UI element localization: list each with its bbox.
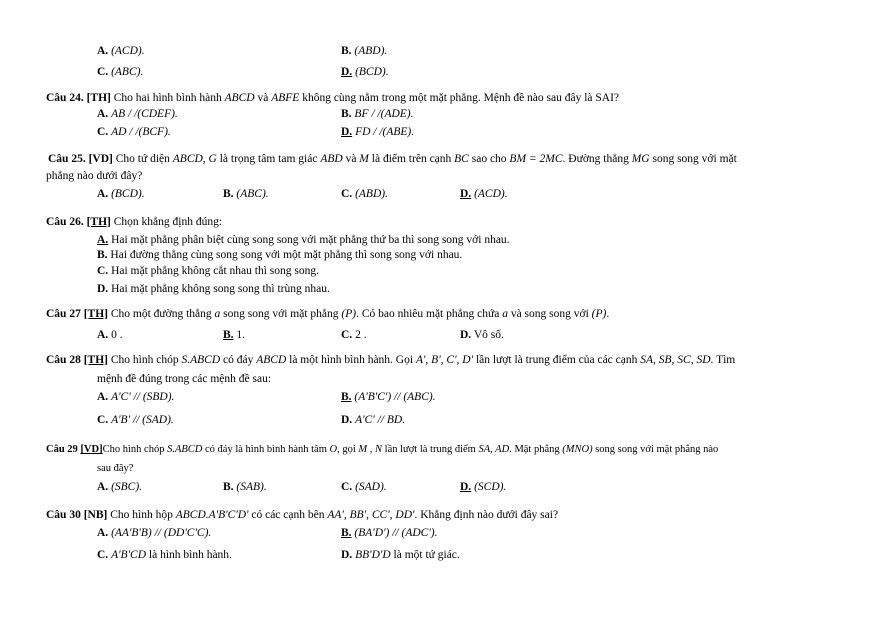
option-math: A'B'CD [111, 549, 147, 561]
question-number: Câu 30 [46, 509, 81, 521]
stem-text: không cùng nằm trong một mặt phẳng. Mệnh đề nào sau đây là SAI? [299, 92, 620, 104]
stem-math: BM = 2MC [509, 153, 563, 165]
option-label: B. [97, 249, 108, 261]
q27-option-a [97, 328, 123, 342]
stem-math: (MNO) [562, 444, 593, 455]
option-label: A. [97, 481, 109, 493]
q23-option-d [341, 65, 389, 79]
q28-stem [46, 353, 735, 367]
q30-option-d [341, 548, 460, 562]
stem-text: là trọng tâm tam giác [216, 153, 321, 165]
q25-option-b [223, 187, 269, 201]
q30-stem [46, 508, 558, 522]
q27-stem [46, 307, 609, 321]
question-level: [VD] [88, 153, 113, 165]
q28-option-b [341, 390, 436, 404]
option-label-correct: B. [341, 391, 352, 403]
stem-math: M [359, 153, 369, 165]
question-number: Câu 27 [46, 308, 81, 320]
stem-math: M [358, 444, 368, 455]
option-text: (SBC). [111, 481, 143, 493]
stem-text: lần lượt là trung điểm của các cạnh [473, 354, 641, 366]
option-label: C. [341, 329, 353, 341]
stem-text: và song song với [507, 308, 592, 320]
stem-math: BC [454, 153, 469, 165]
stem-text: và [254, 92, 272, 104]
stem-text: lần lượt là trung điểm [382, 444, 479, 455]
q28-option-d [341, 413, 405, 427]
question-level: [TH] [86, 216, 111, 228]
option-text: (SCD). [474, 481, 507, 493]
q24-stem [46, 91, 619, 105]
stem-text: . Tìm [710, 354, 736, 366]
q23-option-a [97, 44, 145, 58]
option-label: C. [97, 126, 109, 138]
q28-stem-line2: mệnh đề đúng trong các mệnh đề sau: [97, 373, 272, 385]
option-text: (SAB). [236, 481, 267, 493]
stem-text: Cho tứ diện [112, 153, 173, 165]
option-text: là hình bình hành. [146, 549, 232, 561]
stem-math: A', B', C', D' [415, 354, 474, 366]
q29-option-c [341, 480, 387, 494]
option-text: 0 . [111, 329, 123, 341]
q25-stem [48, 152, 737, 166]
stem-math: SA, SB, SC, SD [640, 354, 711, 366]
q24-option-a [97, 107, 178, 121]
q25-option-d [460, 187, 508, 201]
option-label: B. [341, 108, 352, 120]
option-label-correct: B. [223, 329, 234, 341]
option-text: A'C' // (SBD). [111, 391, 175, 403]
option-text: (BA'D') // (ADC'). [354, 527, 438, 539]
stem-math: (P) [341, 308, 357, 320]
question-level: [TH] [83, 308, 108, 320]
stem-text: . [606, 308, 610, 320]
stem-math: a [214, 308, 221, 320]
stem-math: ABCD [224, 92, 255, 104]
option-label-correct: B. [341, 527, 352, 539]
stem-text: . Khẳng định nào dưới đây sai? [414, 509, 559, 521]
stem-text: , gọi [337, 444, 359, 455]
option-label: A. [97, 188, 109, 200]
stem-text: Cho hai hình bình hành [110, 92, 225, 104]
option-label-correct: A. [97, 234, 109, 246]
option-label: C. [341, 481, 353, 493]
stem-text: . Có bao nhiêu mặt phẳng chứa [356, 308, 503, 320]
option-math: BB'D'D [355, 549, 391, 561]
option-text: 1. [236, 329, 246, 341]
stem-text: Cho hình chóp [107, 354, 182, 366]
stem-text: và [342, 153, 360, 165]
stem-math: N [375, 444, 383, 455]
option-label: C. [97, 265, 109, 277]
option-label: C. [341, 188, 353, 200]
question-number: Câu 29 [46, 444, 78, 455]
stem-text: có đáy là hình bình hành tâm [202, 444, 330, 455]
option-label: A. [97, 527, 109, 539]
stem-text: Cho hình hộp [107, 509, 176, 521]
q25-option-a [97, 187, 145, 201]
question-number: Câu 28 [46, 354, 81, 366]
stem-text: song song với mặt phẳng nào [592, 444, 719, 455]
option-text: (ABD). [354, 45, 388, 57]
option-text: (BCD). [355, 66, 389, 78]
question-number: Câu 25. [48, 153, 86, 165]
stem-math: AA', BB', CC', DD' [327, 509, 415, 521]
q26-option-b [97, 248, 462, 262]
stem-text: . Đường thẳng [562, 153, 632, 165]
option-text: BF / /(ADE). [354, 108, 414, 120]
stem-math: MG [631, 153, 650, 165]
option-text: (ABD). [355, 188, 388, 200]
q27-option-d [460, 328, 504, 342]
q29-option-a [97, 480, 142, 494]
stem-math: O [329, 444, 338, 455]
stem-math: , G [202, 153, 217, 165]
option-label: B. [223, 188, 234, 200]
q25-option-c [341, 187, 388, 201]
question-number: Câu 24. [46, 92, 84, 104]
question-level: [NB] [83, 509, 108, 521]
option-text: là một tứ giác. [390, 549, 460, 561]
q26-option-a [97, 233, 510, 247]
stem-text: có đáy [220, 354, 257, 366]
stem-math: AD [492, 444, 510, 455]
option-text: (BCD). [111, 188, 145, 200]
q27-option-b [223, 328, 245, 342]
q28-option-a [97, 390, 174, 404]
option-label-correct: D. [460, 481, 472, 493]
q26-option-d [97, 282, 330, 296]
option-label-correct: D. [460, 188, 472, 200]
option-label: A. [97, 391, 109, 403]
q23-option-c [97, 65, 143, 79]
stem-math: ABD [320, 153, 343, 165]
stem-text: , [367, 444, 376, 455]
stem-math: S.ABCD [181, 354, 221, 366]
option-text: Hai mặt phẳng không cắt nhau thì song song. [108, 265, 319, 277]
q29-option-b [223, 480, 267, 494]
stem-math: ABCD.A'B'C'D' [175, 509, 249, 521]
q28-option-c [97, 413, 174, 427]
option-label: B. [341, 45, 352, 57]
option-text: (ACD). [111, 45, 145, 57]
q24-option-d [341, 125, 414, 139]
option-text: A'B' // (SAD). [111, 414, 174, 426]
option-label-correct: D. [341, 66, 353, 78]
stem-text: . Mặt phẳng [509, 444, 563, 455]
option-text: (A'B'C') // (ABC). [354, 391, 436, 403]
option-text: (ABC). [236, 188, 269, 200]
q30-option-c [97, 548, 232, 562]
question-level: [TH] [86, 92, 111, 104]
stem-math: ABCD [256, 354, 287, 366]
option-text: 2 . [355, 329, 367, 341]
option-label: C. [97, 414, 109, 426]
stem-text: song song với mặt [649, 153, 737, 165]
option-label: D. [341, 414, 353, 426]
stem-text: Cho một đường thẳng [107, 308, 215, 320]
option-text: (SAD). [355, 481, 387, 493]
option-label: A. [97, 329, 109, 341]
q24-option-b [341, 107, 414, 121]
stem-text: là điểm trên cạnh [368, 153, 455, 165]
stem-math: a [502, 308, 508, 320]
stem-text: sao cho [468, 153, 510, 165]
option-label: D. [460, 329, 472, 341]
q29-stem-line2: sau đây? [97, 463, 134, 474]
stem-math: S.ABCD [167, 444, 203, 455]
option-text: (ACD). [474, 188, 508, 200]
option-text: Hai đường thẳng cùng song song với một mặt phẳng thì song song với nhau. [107, 249, 463, 261]
question-level: [VD] [80, 444, 103, 455]
stem-math: ABFE [271, 92, 300, 104]
option-text: AB / /(CDEF). [111, 108, 178, 120]
option-label: A. [97, 108, 109, 120]
stem-math: (P) [591, 308, 607, 320]
option-label-correct: D. [341, 126, 353, 138]
q26-option-c [97, 264, 319, 278]
question-level: [TH] [83, 354, 108, 366]
q26-stem [46, 215, 222, 229]
q29-option-d [460, 480, 506, 494]
option-text: AD / /(BCF). [111, 126, 171, 138]
option-text: Hai mặt phẳng không song song thì trùng nhau. [108, 283, 330, 295]
stem-math: SA, [478, 444, 493, 455]
stem-text: Cho hình chóp [102, 444, 168, 455]
q29-stem [46, 443, 718, 457]
stem-text: song song với mặt phẳng [220, 308, 342, 320]
q24-option-c [97, 125, 171, 139]
stem-text: là một hình bình hành. Gọi [286, 354, 416, 366]
option-label: D. [341, 549, 353, 561]
option-text: Hai mặt phẳng phân biệt cùng song song với mặt phẳng thứ ba thì song song với nhau. [108, 234, 510, 246]
option-text: (AA'B'B) // (DD'C'C). [111, 527, 212, 539]
q25-stem-line2: phẳng nào dưới đây? [46, 170, 143, 182]
question-number: Câu 26. [46, 216, 84, 228]
option-text: (ABC). [111, 66, 144, 78]
stem-text: có các cạnh bên [248, 509, 328, 521]
option-label: B. [223, 481, 234, 493]
option-text: A'C' // BD. [355, 414, 406, 426]
option-label: A. [97, 45, 109, 57]
option-label: D. [97, 283, 109, 295]
q30-option-a [97, 526, 211, 540]
q23-option-b [341, 44, 387, 58]
stem-text: Chọn khẳng định đúng: [110, 216, 223, 228]
option-text: FD / /(ABE). [355, 126, 415, 138]
q30-option-b [341, 526, 438, 540]
q27-option-c [341, 328, 367, 342]
option-text: Vô số. [473, 329, 504, 341]
option-label: C. [97, 549, 109, 561]
stem-math: ABCD [172, 153, 203, 165]
option-label: C. [97, 66, 109, 78]
